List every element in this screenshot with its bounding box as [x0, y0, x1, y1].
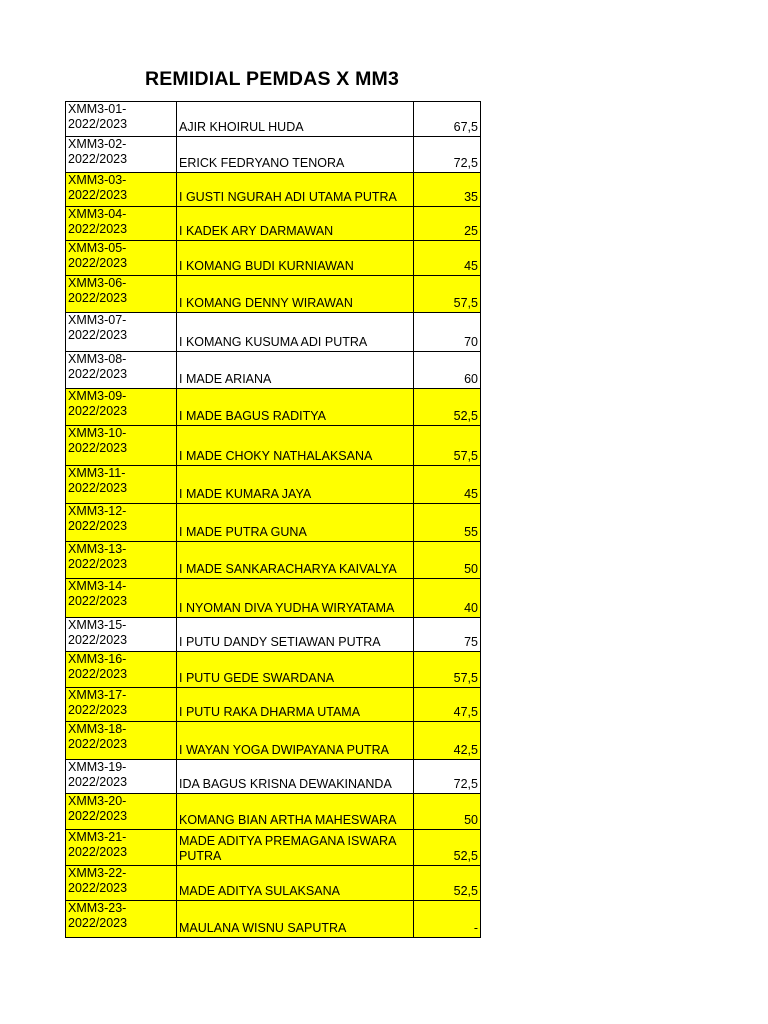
- student-id-cell: [66, 901, 177, 938]
- table-row: [66, 901, 481, 938]
- student-id-year: 2022/2023: [68, 775, 128, 789]
- student-name-cell: I KADEK ARY DARMAWAN: [177, 207, 414, 241]
- student-id-year: 2022/2023: [68, 117, 128, 131]
- table-row: [66, 426, 481, 466]
- table-row: [66, 276, 481, 313]
- score-cell: -: [414, 901, 481, 938]
- score-cell: 60: [414, 352, 481, 389]
- student-id-prefix: XMM3-17-: [68, 688, 127, 702]
- score-cell: 72,5: [414, 137, 481, 173]
- student-id-cell: [66, 313, 177, 352]
- student-id-cell: [66, 542, 177, 579]
- student-id-year: 2022/2023: [68, 519, 128, 533]
- student-id-year: 2022/2023: [68, 404, 128, 418]
- student-id-prefix: XMM3-22-: [68, 866, 127, 880]
- student-id-cell: [66, 173, 177, 207]
- student-id-year: 2022/2023: [68, 188, 128, 202]
- student-id-prefix: XMM3-20-: [68, 794, 127, 808]
- student-name-cell: I MADE PUTRA GUNA: [177, 504, 414, 542]
- student-name-cell: ERICK FEDRYANO TENORA: [177, 137, 414, 173]
- student-id-prefix: XMM3-23-: [68, 901, 127, 915]
- student-id-cell: [66, 102, 177, 137]
- score-cell: 75: [414, 618, 481, 652]
- student-id-prefix: XMM3-11-: [68, 466, 126, 480]
- student-id-year: 2022/2023: [68, 703, 128, 717]
- student-name-cell: I MADE BAGUS RADITYA: [177, 389, 414, 426]
- score-cell: 50: [414, 542, 481, 579]
- table-row: [66, 652, 481, 688]
- student-id-year: 2022/2023: [68, 481, 128, 495]
- student-id-year: 2022/2023: [68, 916, 128, 930]
- student-name-cell: MADE ADITYA PREMAGANA ISWARA PUTRA: [177, 830, 414, 866]
- student-id-cell: [66, 688, 177, 722]
- student-id-year: 2022/2023: [68, 291, 128, 305]
- student-name-cell: I KOMANG DENNY WIRAWAN: [177, 276, 414, 313]
- student-id-year: 2022/2023: [68, 809, 128, 823]
- student-id-cell: [66, 652, 177, 688]
- table-row: [66, 466, 481, 504]
- student-id-prefix: XMM3-07-: [68, 313, 127, 327]
- table-row: [66, 352, 481, 389]
- student-id-cell: [66, 504, 177, 542]
- student-id-year: 2022/2023: [68, 845, 128, 859]
- score-cell: 67,5: [414, 102, 481, 137]
- student-id-prefix: XMM3-15-: [68, 618, 127, 632]
- score-cell: 52,5: [414, 389, 481, 426]
- score-cell: 47,5: [414, 688, 481, 722]
- table-row: [66, 137, 481, 173]
- student-id-cell: [66, 830, 177, 866]
- score-cell: 52,5: [414, 830, 481, 866]
- grade-table-body: [66, 102, 481, 938]
- student-name-cell: AJIR KHOIRUL HUDA: [177, 102, 414, 137]
- student-id-cell: [66, 760, 177, 794]
- student-id-cell: [66, 241, 177, 276]
- table-row: [66, 241, 481, 276]
- score-cell: 57,5: [414, 426, 481, 466]
- table-row: [66, 794, 481, 830]
- student-id-cell: [66, 794, 177, 830]
- student-id-year: 2022/2023: [68, 737, 128, 751]
- table-row: [66, 102, 481, 137]
- student-name-cell: MADE ADITYA SULAKSANA: [177, 866, 414, 901]
- table-row: [66, 618, 481, 652]
- student-name-cell: I PUTU DANDY SETIAWAN PUTRA: [177, 618, 414, 652]
- student-name-cell: I WAYAN YOGA DWIPAYANA PUTRA: [177, 722, 414, 760]
- table-row: [66, 579, 481, 618]
- table-row: [66, 830, 481, 866]
- score-cell: 35: [414, 173, 481, 207]
- student-id-prefix: XMM3-03-: [68, 173, 127, 187]
- student-id-cell: [66, 722, 177, 760]
- student-id-prefix: XMM3-09-: [68, 389, 127, 403]
- student-id-year: 2022/2023: [68, 367, 128, 381]
- table-row: [66, 866, 481, 901]
- student-name-cell: I NYOMAN DIVA YUDHA WIRYATAMA: [177, 579, 414, 618]
- student-id-prefix: XMM3-21-: [68, 830, 127, 844]
- score-cell: 42,5: [414, 722, 481, 760]
- score-cell: 25: [414, 207, 481, 241]
- table-row: [66, 722, 481, 760]
- student-id-prefix: XMM3-05-: [68, 241, 127, 255]
- student-name-cell: I MADE KUMARA JAYA: [177, 466, 414, 504]
- score-cell: 57,5: [414, 652, 481, 688]
- table-row: [66, 688, 481, 722]
- student-name-cell: I MADE ARIANA: [177, 352, 414, 389]
- table-row: [66, 207, 481, 241]
- score-cell: 50: [414, 794, 481, 830]
- table-row: [66, 760, 481, 794]
- table-row: [66, 173, 481, 207]
- student-id-cell: [66, 389, 177, 426]
- student-id-prefix: XMM3-04-: [68, 207, 127, 221]
- student-name-cell: I KOMANG BUDI KURNIAWAN: [177, 241, 414, 276]
- student-name-cell: I PUTU RAKA DHARMA UTAMA: [177, 688, 414, 722]
- student-id-year: 2022/2023: [68, 441, 128, 455]
- student-name-cell: I KOMANG KUSUMA ADI PUTRA: [177, 313, 414, 352]
- student-id-cell: [66, 426, 177, 466]
- score-cell: 45: [414, 241, 481, 276]
- student-name-cell: MAULANA WISNU SAPUTRA: [177, 901, 414, 938]
- student-id-year: 2022/2023: [68, 594, 128, 608]
- student-id-prefix: XMM3-06-: [68, 276, 127, 290]
- student-id-year: 2022/2023: [68, 152, 128, 166]
- student-id-cell: [66, 466, 177, 504]
- student-id-cell: [66, 207, 177, 241]
- student-id-cell: [66, 276, 177, 313]
- student-id-year: 2022/2023: [68, 667, 128, 681]
- score-cell: 55: [414, 504, 481, 542]
- student-name-cell: I MADE SANKARACHARYA KAIVALYA: [177, 542, 414, 579]
- score-cell: 52,5: [414, 866, 481, 901]
- student-id-prefix: XMM3-13-: [68, 542, 127, 556]
- student-id-prefix: XMM3-16-: [68, 652, 127, 666]
- student-id-year: 2022/2023: [68, 881, 128, 895]
- student-id-year: 2022/2023: [68, 633, 128, 647]
- table-row: [66, 389, 481, 426]
- student-id-prefix: XMM3-08-: [68, 352, 127, 366]
- student-id-prefix: XMM3-10-: [68, 426, 127, 440]
- student-id-prefix: XMM3-18-: [68, 722, 127, 736]
- table-row: [66, 313, 481, 352]
- student-name-cell: I GUSTI NGURAH ADI UTAMA PUTRA: [177, 173, 414, 207]
- student-id-cell: [66, 618, 177, 652]
- score-cell: 72,5: [414, 760, 481, 794]
- score-cell: 40: [414, 579, 481, 618]
- student-name-cell: I PUTU GEDE SWARDANA: [177, 652, 414, 688]
- sheet-title: REMIDIAL PEMDAS X MM3: [144, 68, 400, 90]
- student-id-year: 2022/2023: [68, 222, 128, 236]
- score-cell: 57,5: [414, 276, 481, 313]
- student-name-cell: IDA BAGUS KRISNA DEWAKINANDA: [177, 760, 414, 794]
- student-id-prefix: XMM3-14-: [68, 579, 127, 593]
- student-id-prefix: XMM3-02-: [68, 137, 127, 151]
- grade-table: [65, 101, 481, 938]
- student-id-cell: [66, 579, 177, 618]
- student-name-cell: KOMANG BIAN ARTHA MAHESWARA: [177, 794, 414, 830]
- student-id-cell: [66, 866, 177, 901]
- student-id-prefix: XMM3-01-: [68, 102, 127, 116]
- score-cell: 70: [414, 313, 481, 352]
- student-id-year: 2022/2023: [68, 256, 128, 270]
- student-id-prefix: XMM3-12-: [68, 504, 127, 518]
- student-id-year: 2022/2023: [68, 328, 128, 342]
- student-id-prefix: XMM3-19-: [68, 760, 127, 774]
- student-id-cell: [66, 137, 177, 173]
- table-row: [66, 504, 481, 542]
- score-cell: 45: [414, 466, 481, 504]
- student-name-cell: I MADE CHOKY NATHALAKSANA: [177, 426, 414, 466]
- student-id-cell: [66, 352, 177, 389]
- table-row: [66, 542, 481, 579]
- student-id-year: 2022/2023: [68, 557, 128, 571]
